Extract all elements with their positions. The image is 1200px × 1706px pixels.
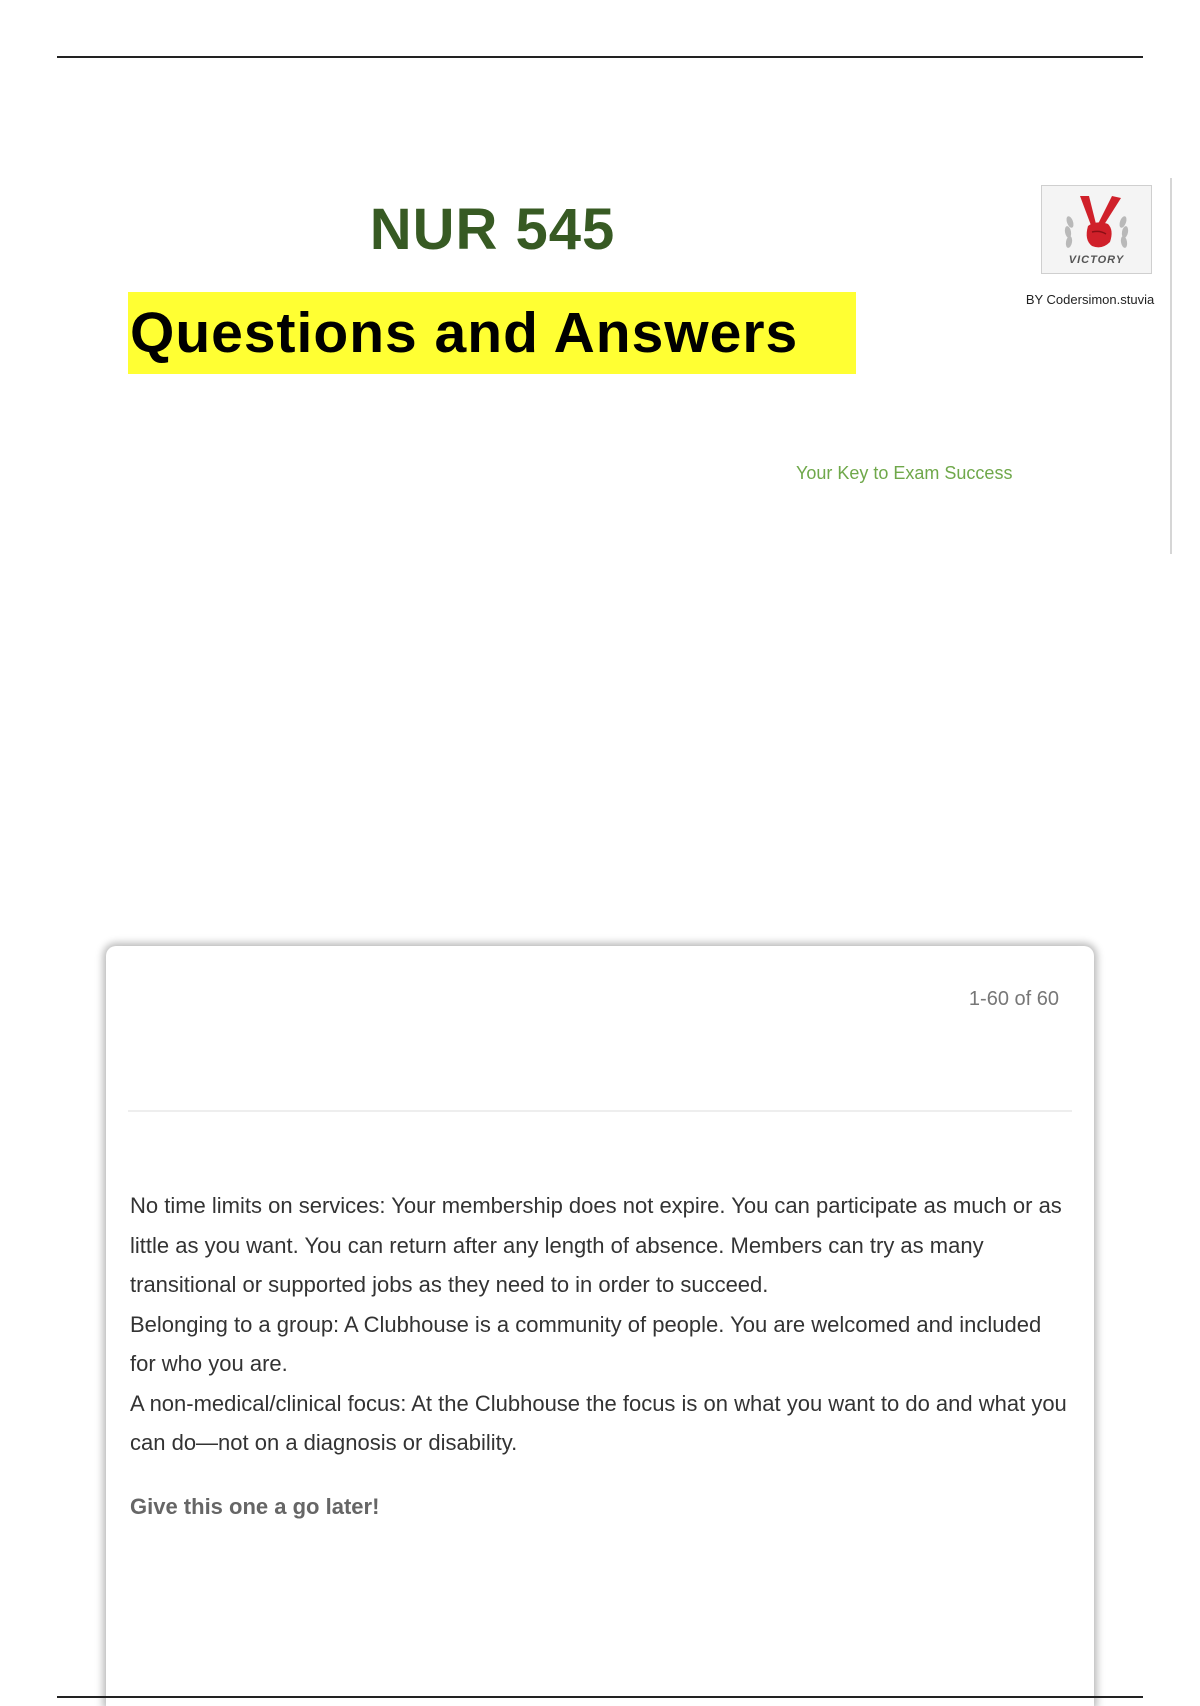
try-later-hint[interactable]: Give this one a go later! [130,1494,380,1519]
card-divider [128,1110,1072,1112]
author-credit: BY Codersimon.stuvia [1025,292,1155,307]
top-rule [57,56,1143,58]
answer-paragraph: No time limits on services: Your membership does not expire. You can participate as much or as little as you want. You can return after any length of absence. Members can try as many transitional or supported jobs as they need to in order to succeed. [130,1193,1062,1297]
victory-logo [1041,185,1152,274]
answer-paragraph: A non-medical/clinical focus: At the Clubhouse the focus is on what you want to do and what you can do—not on a diagnosis or disability. [130,1390,1067,1455]
bottom-rule [57,1696,1143,1698]
answer-text [130,1186,1068,1463]
logo-text: VICTORY [1068,254,1125,266]
flashcard [106,946,1094,1706]
document-title: Questions and Answers [128,292,856,374]
tagline: Your Key to Exam Success [796,463,1013,483]
course-code: NUR 545 [369,197,616,262]
page-count: 1-60 of 60 [968,988,1059,1010]
side-divider [1170,178,1172,554]
answer-paragraph: Belonging to a group: A Clubhouse is a community of people. You are welcomed and included for who you are. [130,1311,1042,1376]
